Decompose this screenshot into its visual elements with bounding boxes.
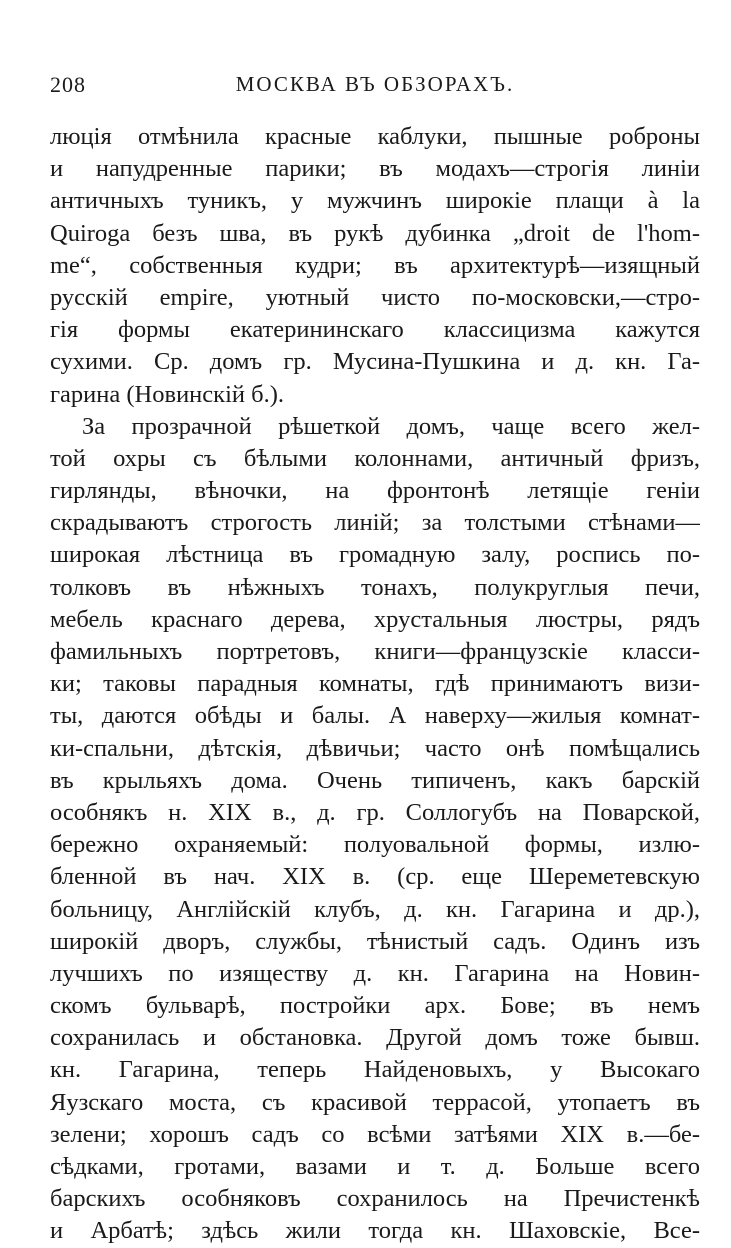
text-line: той охры съ бѣлыми колоннами, античный фризъ, — [50, 444, 700, 472]
paragraph-1 — [50, 121, 700, 411]
text-line: зелени; хорошъ садъ со всѣми затѣями XIX в.—бе- — [50, 1120, 700, 1148]
text-line: широкая лѣстница въ громадную залу, роспись по- — [50, 541, 700, 569]
running-title: МОСКВА ВЪ ОБЗОРАХЪ. — [235, 72, 515, 96]
text-line: сѣдками, гротами, вазами и т. д. Больше всего — [50, 1153, 700, 1180]
text-line: бленной въ нач. XIX в. (ср. еще Шереметевскую — [50, 863, 700, 891]
text-line: толковъ въ нѣжныхъ тонахъ, полукруглыя печи, — [50, 573, 700, 601]
text-line: широкій дворъ, службы, тѣнистый садъ. Одинъ изъ — [50, 927, 700, 955]
text-line: ты, даются обѣды и балы. А наверху—жилыя комнат- — [50, 702, 700, 730]
text-line: Quiroga безъ шва, въ рукѣ дубинка „droit de l'hom- — [50, 219, 700, 247]
text-line: и напудренные парики; въ модахъ—строгія линіи — [50, 155, 700, 183]
text-line: гія формы екатерининскаго классицизма кажутся — [50, 316, 700, 344]
text-line: бережно охраняемый: полуовальной формы, излю- — [50, 831, 700, 859]
text-line: сухими. Ср. домъ гр. Мусина-Пушкина и д. кн. Га- — [50, 348, 700, 376]
text-line: Яузскаго моста, съ красивой террасой, утопаетъ въ — [50, 1088, 700, 1116]
text-line: античныхъ туникъ, у мужчинъ широкіе плащи à la — [50, 187, 700, 215]
text-line: скрадываютъ строгость линій; за толстыми стѣнами— — [50, 509, 700, 537]
paragraph-2 — [50, 411, 700, 1248]
text-line: мебель краснаго дерева, хрустальныя люстры, рядъ — [50, 605, 700, 633]
text-line: барскихъ особняковъ сохранилось на Пречистенкѣ — [50, 1185, 700, 1213]
text-line: люція отмѣнила красные каблуки, пышные роброны — [50, 123, 700, 150]
body-text — [50, 121, 700, 1248]
page-header — [50, 72, 700, 104]
text-line: особнякъ н. XIX в., д. гр. Соллогубъ на Поварской, — [50, 798, 700, 826]
text-line: гирлянды, вѣночки, на фронтонѣ летящіе геніи — [50, 477, 700, 505]
text-line: За прозрачной рѣшеткой домъ, чаще всего жел- — [82, 412, 700, 440]
text-line: сохранилась и обстановка. Другой домъ тоже бывш. — [50, 1024, 700, 1052]
text-line: ки; таковы парадныя комнаты, гдѣ принимаютъ визи- — [50, 670, 700, 698]
text-line: ки-спальни, дѣтскія, дѣвичьи; часто онѣ помѣщались — [50, 734, 700, 762]
text-line: лучшихъ по изяществу д. кн. Гагарина на Новин- — [50, 959, 700, 987]
text-line: больницу, Англійскій клубъ, д. кн. Гагарина и др.), — [50, 895, 700, 923]
text-line: фамильныхъ портретовъ, книги—французскіе класси- — [50, 638, 700, 665]
text-line: въ крыльяхъ дома. Очень типиченъ, какъ барскій — [50, 766, 700, 794]
text-line: и Арбатѣ; здѣсь жили тогда кн. Шаховскіе, Все- — [50, 1217, 700, 1245]
text-line: кн. Гагарина, теперь Найденовыхъ, у Высокаго — [50, 1056, 700, 1084]
text-line: me“, собственныя кудри; въ архитектурѣ—изящный — [50, 251, 700, 279]
text-line: русскій empire, уютный чисто по-московски,—стро- — [50, 283, 700, 311]
text-line: скомъ бульварѣ, постройки арх. Бове; въ немъ — [50, 992, 700, 1020]
text-line: гарина (Новинскій б.). — [50, 380, 284, 408]
page-number: 208 — [50, 72, 86, 97]
